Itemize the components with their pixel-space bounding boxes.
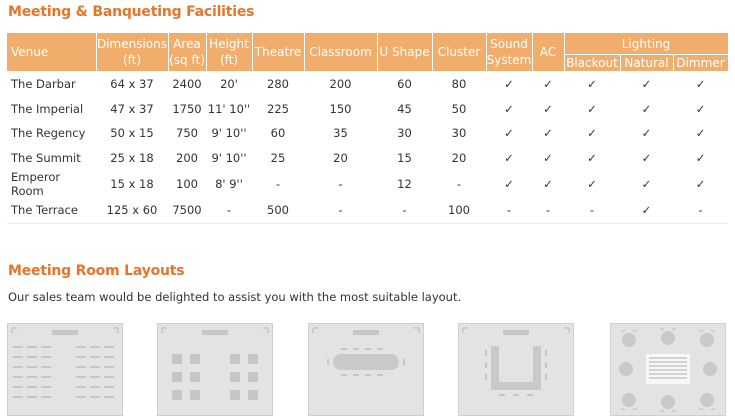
table-row xyxy=(7,146,728,171)
header-dimmer: Dimmer xyxy=(673,55,728,72)
header-height: Height (ft) xyxy=(206,33,252,72)
facilities-title: Meeting & Banqueting Facilities xyxy=(8,4,255,20)
cell-classroom: 20 xyxy=(333,150,348,165)
cell-ac: ✓ xyxy=(543,177,553,191)
cell-classroom: - xyxy=(304,198,377,223)
boardroom-layout-diagram xyxy=(308,323,424,416)
cell-natural: ✓ xyxy=(641,150,652,165)
header-blackout: Blackout xyxy=(564,55,620,72)
cell-blackout: ✓ xyxy=(587,77,597,92)
cell-sound: ✓ xyxy=(504,101,514,116)
cell-dimensions: 25 x 18 xyxy=(110,150,154,165)
header-venue: Venue xyxy=(7,33,96,72)
layout-diagrams xyxy=(0,323,735,416)
header-lighting: Lighting xyxy=(564,33,728,55)
header-area: Area (sq ft) xyxy=(168,33,206,72)
header-ushape: U Shape xyxy=(377,33,432,72)
cell-height: 9' 10'' xyxy=(211,150,247,165)
cell-classroom: 35 xyxy=(333,126,348,141)
cell-cluster: 80 xyxy=(451,77,467,92)
cell-sound: ✓ xyxy=(504,126,514,141)
cell-area: 750 xyxy=(176,126,198,141)
cell-sound: ✓ xyxy=(504,150,514,165)
cell-dimensions: 47 x 37 xyxy=(110,101,154,116)
cell-theatre: 225 xyxy=(267,101,289,116)
cell-area: 100 xyxy=(176,177,198,191)
cell-area: 1750 xyxy=(172,101,202,116)
cell-venue: The Summit xyxy=(11,150,81,165)
cell-dimmer: ✓ xyxy=(695,101,706,116)
table-row xyxy=(7,198,728,223)
cell-cluster: 100 xyxy=(432,198,486,223)
cell-ushape: 12 xyxy=(397,177,412,191)
cell-dimmer: ✓ xyxy=(695,150,706,165)
header-natural: Natural xyxy=(620,55,673,72)
cell-dimensions: 64 x 37 xyxy=(110,77,154,92)
cell-area: 2400 xyxy=(172,77,202,92)
table-row xyxy=(7,72,728,97)
table-row xyxy=(7,97,728,122)
cell-blackout: ✓ xyxy=(587,150,597,165)
cell-blackout: ✓ xyxy=(587,177,597,191)
cell-venue: The Regency xyxy=(11,126,86,141)
cell-height: 20' xyxy=(220,77,238,92)
cell-ushape: 15 xyxy=(397,150,412,165)
cell-classroom: 150 xyxy=(329,101,352,116)
cell-dimensions: 50 x 15 xyxy=(110,126,154,141)
cell-venue: The Darbar xyxy=(11,77,76,92)
cell-venue: The Imperial xyxy=(11,101,84,116)
cell-height: 11' 10'' xyxy=(207,101,251,116)
table-row xyxy=(7,121,728,146)
u-shape-layout-diagram xyxy=(458,323,574,416)
cell-ushape: 30 xyxy=(397,126,412,141)
cell-theatre: 60 xyxy=(270,126,286,141)
cell-area: 7500 xyxy=(168,198,206,223)
cell-venue: The Terrace xyxy=(7,198,96,223)
cell-sound: - xyxy=(486,198,532,223)
layouts-subtitle: Our sales team would be delighted to assist you with the most suitable layout. xyxy=(8,290,462,304)
cell-area: 200 xyxy=(176,150,198,165)
cell-theatre: 500 xyxy=(252,198,304,223)
cell-dimensions: 125 x 60 xyxy=(96,198,168,223)
header-theatre: Theatre xyxy=(252,33,304,72)
cell-theatre: - xyxy=(275,177,281,191)
cell-ac: ✓ xyxy=(543,150,553,165)
cell-dimmer: ✓ xyxy=(695,177,706,191)
layouts-title: Meeting Room Layouts xyxy=(8,263,185,279)
cell-blackout: ✓ xyxy=(587,126,597,141)
header-dimensions: Dimensions (ft) xyxy=(96,33,168,72)
cell-dimensions: 15 x 18 xyxy=(110,177,154,191)
banquet-layout-diagram xyxy=(610,323,726,416)
classroom-layout-diagram xyxy=(157,323,273,416)
cell-ushape: - xyxy=(377,198,432,223)
cell-venue: Emperor Room xyxy=(11,170,61,198)
cell-ac: ✓ xyxy=(543,77,553,92)
cell-classroom: - xyxy=(338,177,343,191)
cell-cluster: - xyxy=(456,177,462,191)
cell-sound: ✓ xyxy=(504,77,514,92)
cell-natural: ✓ xyxy=(641,101,652,116)
cell-theatre: 280 xyxy=(267,77,289,92)
header-sound-system: Sound System xyxy=(486,33,532,72)
cell-dimmer: ✓ xyxy=(695,126,706,141)
theatre-layout-diagram xyxy=(7,323,123,416)
cell-natural: ✓ xyxy=(620,198,673,223)
facilities-table-body xyxy=(7,72,728,224)
cell-theatre: 25 xyxy=(270,150,286,165)
cell-height: 9' 10'' xyxy=(211,126,247,141)
cell-height: - xyxy=(206,198,252,223)
cell-natural: ✓ xyxy=(641,77,652,92)
cell-natural: ✓ xyxy=(641,126,652,141)
table-row xyxy=(7,170,728,198)
cell-dimmer: ✓ xyxy=(695,77,706,92)
header-classroom: Classroom xyxy=(304,33,377,72)
cell-height: 8' 9'' xyxy=(215,177,243,191)
facilities-table xyxy=(7,33,729,224)
cell-classroom: 200 xyxy=(329,77,352,92)
header-ac: AC xyxy=(532,33,564,72)
cell-sound: ✓ xyxy=(504,177,514,191)
cell-natural: ✓ xyxy=(641,177,652,191)
cell-ushape: 45 xyxy=(397,101,412,116)
cell-cluster: 20 xyxy=(451,150,467,165)
cell-blackout: - xyxy=(564,198,620,223)
cell-ac: ✓ xyxy=(543,126,553,141)
cell-ac: ✓ xyxy=(543,101,553,116)
cell-ac: - xyxy=(532,198,564,223)
cell-blackout: ✓ xyxy=(587,101,597,116)
cell-cluster: 30 xyxy=(451,126,467,141)
cell-cluster: 50 xyxy=(451,101,467,116)
header-cluster: Cluster xyxy=(432,33,486,72)
cell-dimmer: - xyxy=(673,198,728,223)
cell-ushape: 60 xyxy=(397,77,412,92)
